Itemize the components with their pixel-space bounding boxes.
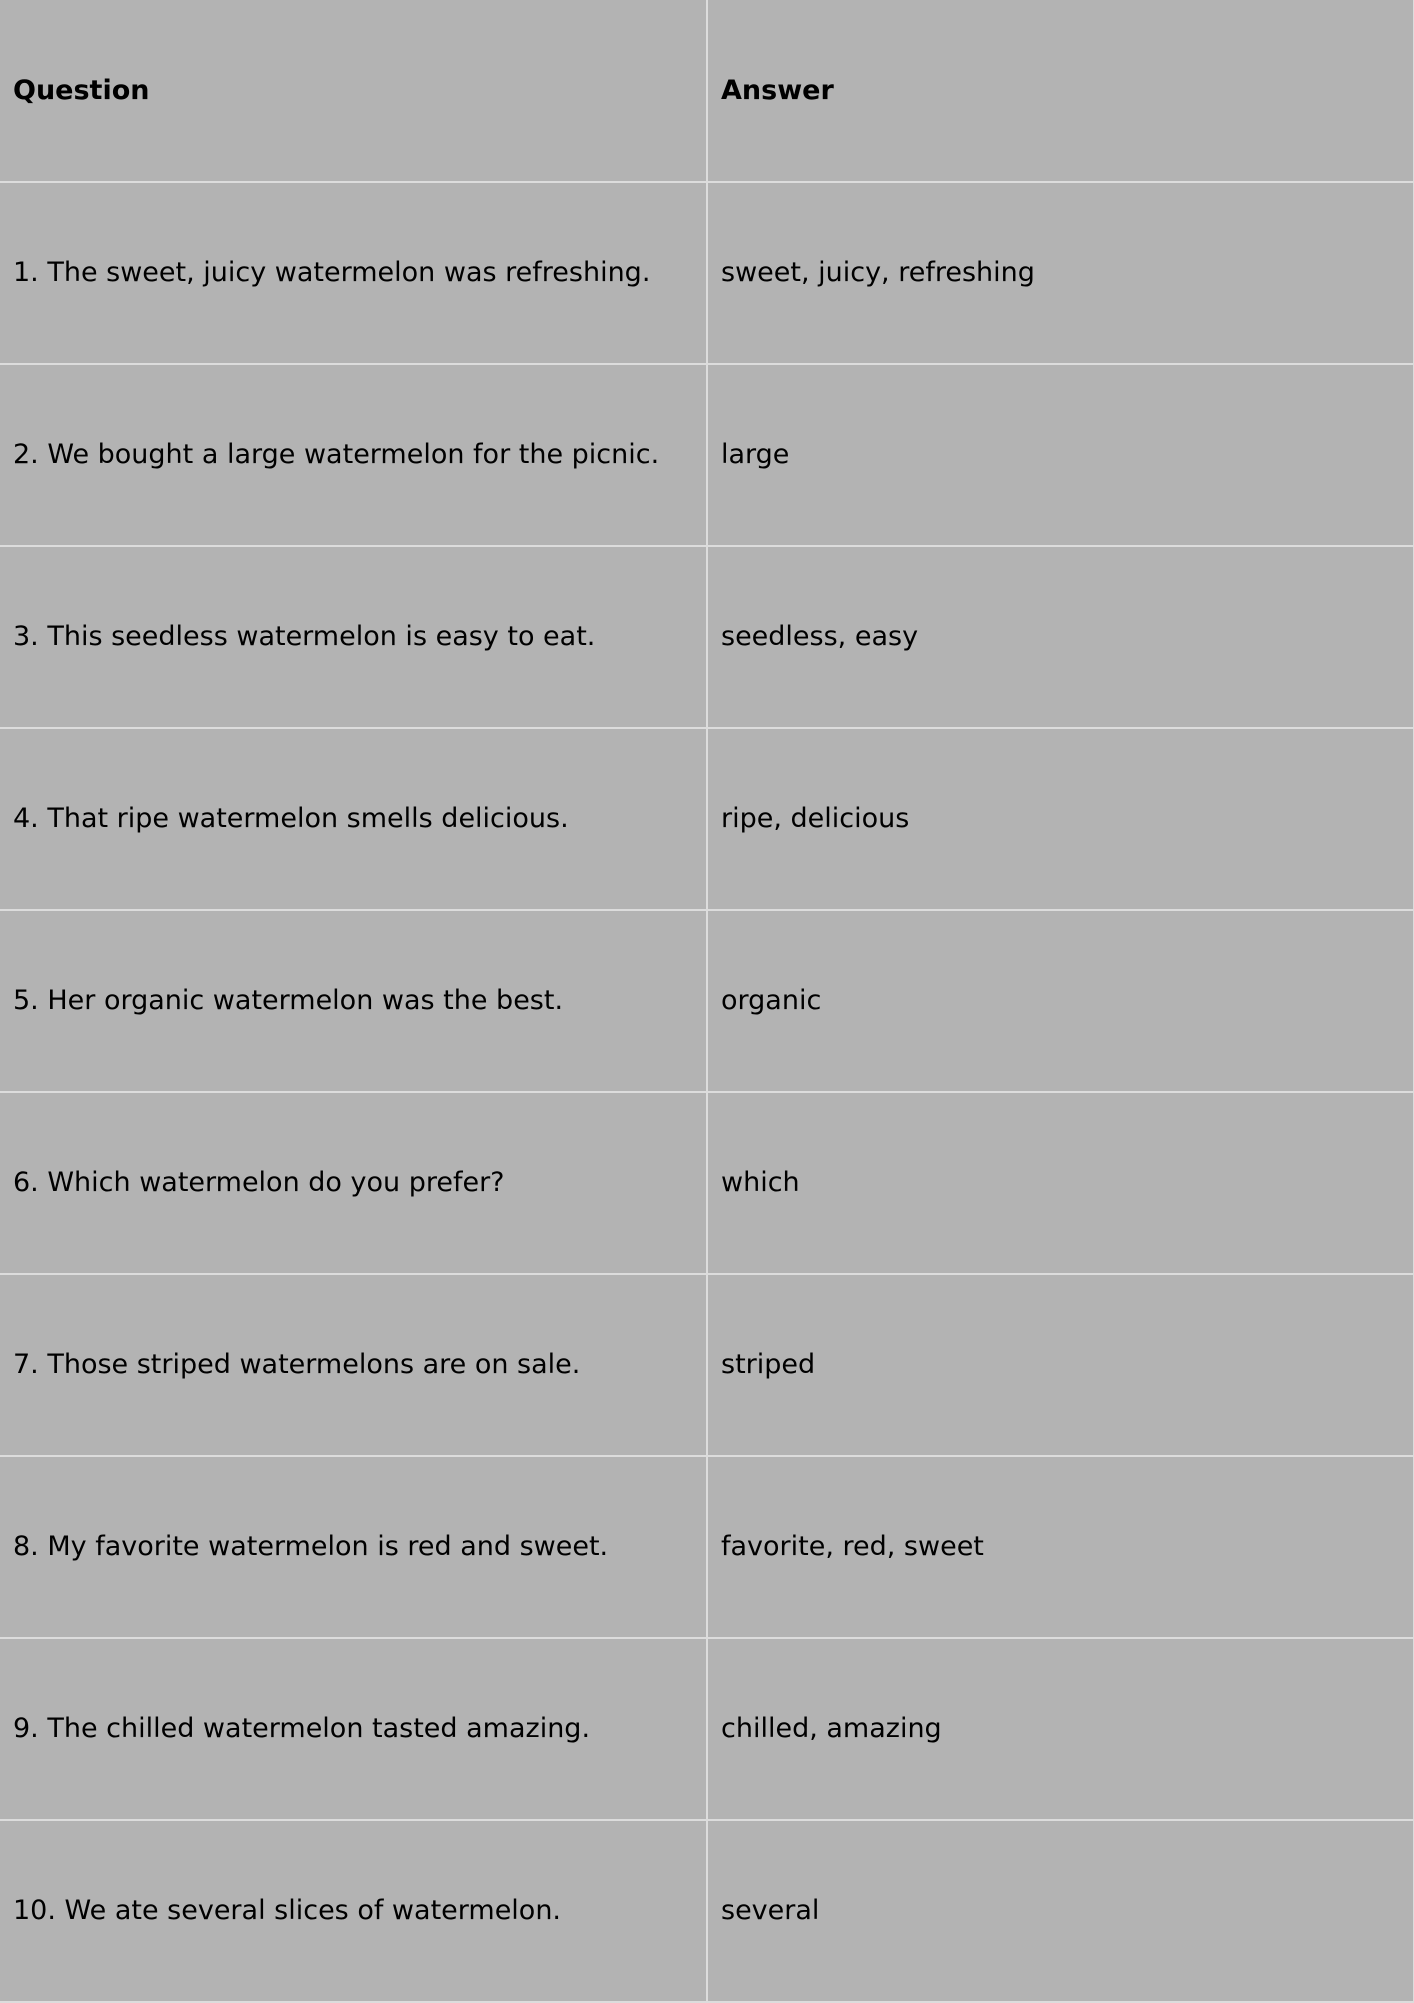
table-row [0,728,1414,910]
question-cell: 4. That ripe watermelon smells delicious. [0,728,707,910]
table-row [0,546,1414,728]
question-cell: 6. Which watermelon do you prefer? [0,1092,707,1274]
answer-cell: organic [707,910,1414,1092]
question-cell: 3. This seedless watermelon is easy to eat. [0,546,707,728]
question-cell: 8. My favorite watermelon is red and sweet. [0,1456,707,1638]
question-column-header: Question [0,0,707,182]
answer-column-header: Answer [707,0,1414,182]
answer-cell: sweet, juicy, refreshing [707,182,1414,364]
answer-cell: several [707,1820,1414,2002]
answer-cell: seedless, easy [707,546,1414,728]
table-row [0,1274,1414,1456]
question-cell: 5. Her organic watermelon was the best. [0,910,707,1092]
table-row [0,1820,1414,2002]
table-row [0,364,1414,546]
answer-cell: chilled, amazing [707,1638,1414,1820]
table-row [0,1092,1414,1274]
answer-cell: striped [707,1274,1414,1456]
question-cell: 1. The sweet, juicy watermelon was refreshing. [0,182,707,364]
answer-cell: ripe, delicious [707,728,1414,910]
question-cell: 10. We ate several slices of watermelon. [0,1820,707,2002]
table-row [0,1456,1414,1638]
table-row [0,182,1414,364]
answer-cell: which [707,1092,1414,1274]
question-cell: 2. We bought a large watermelon for the picnic. [0,364,707,546]
answer-cell: favorite, red, sweet [707,1456,1414,1638]
table-row [0,1638,1414,1820]
question-cell: 7. Those striped watermelons are on sale. [0,1274,707,1456]
table-row [0,910,1414,1092]
question-cell: 9. The chilled watermelon tasted amazing. [0,1638,707,1820]
answer-cell: large [707,364,1414,546]
table-header-row [0,0,1414,182]
